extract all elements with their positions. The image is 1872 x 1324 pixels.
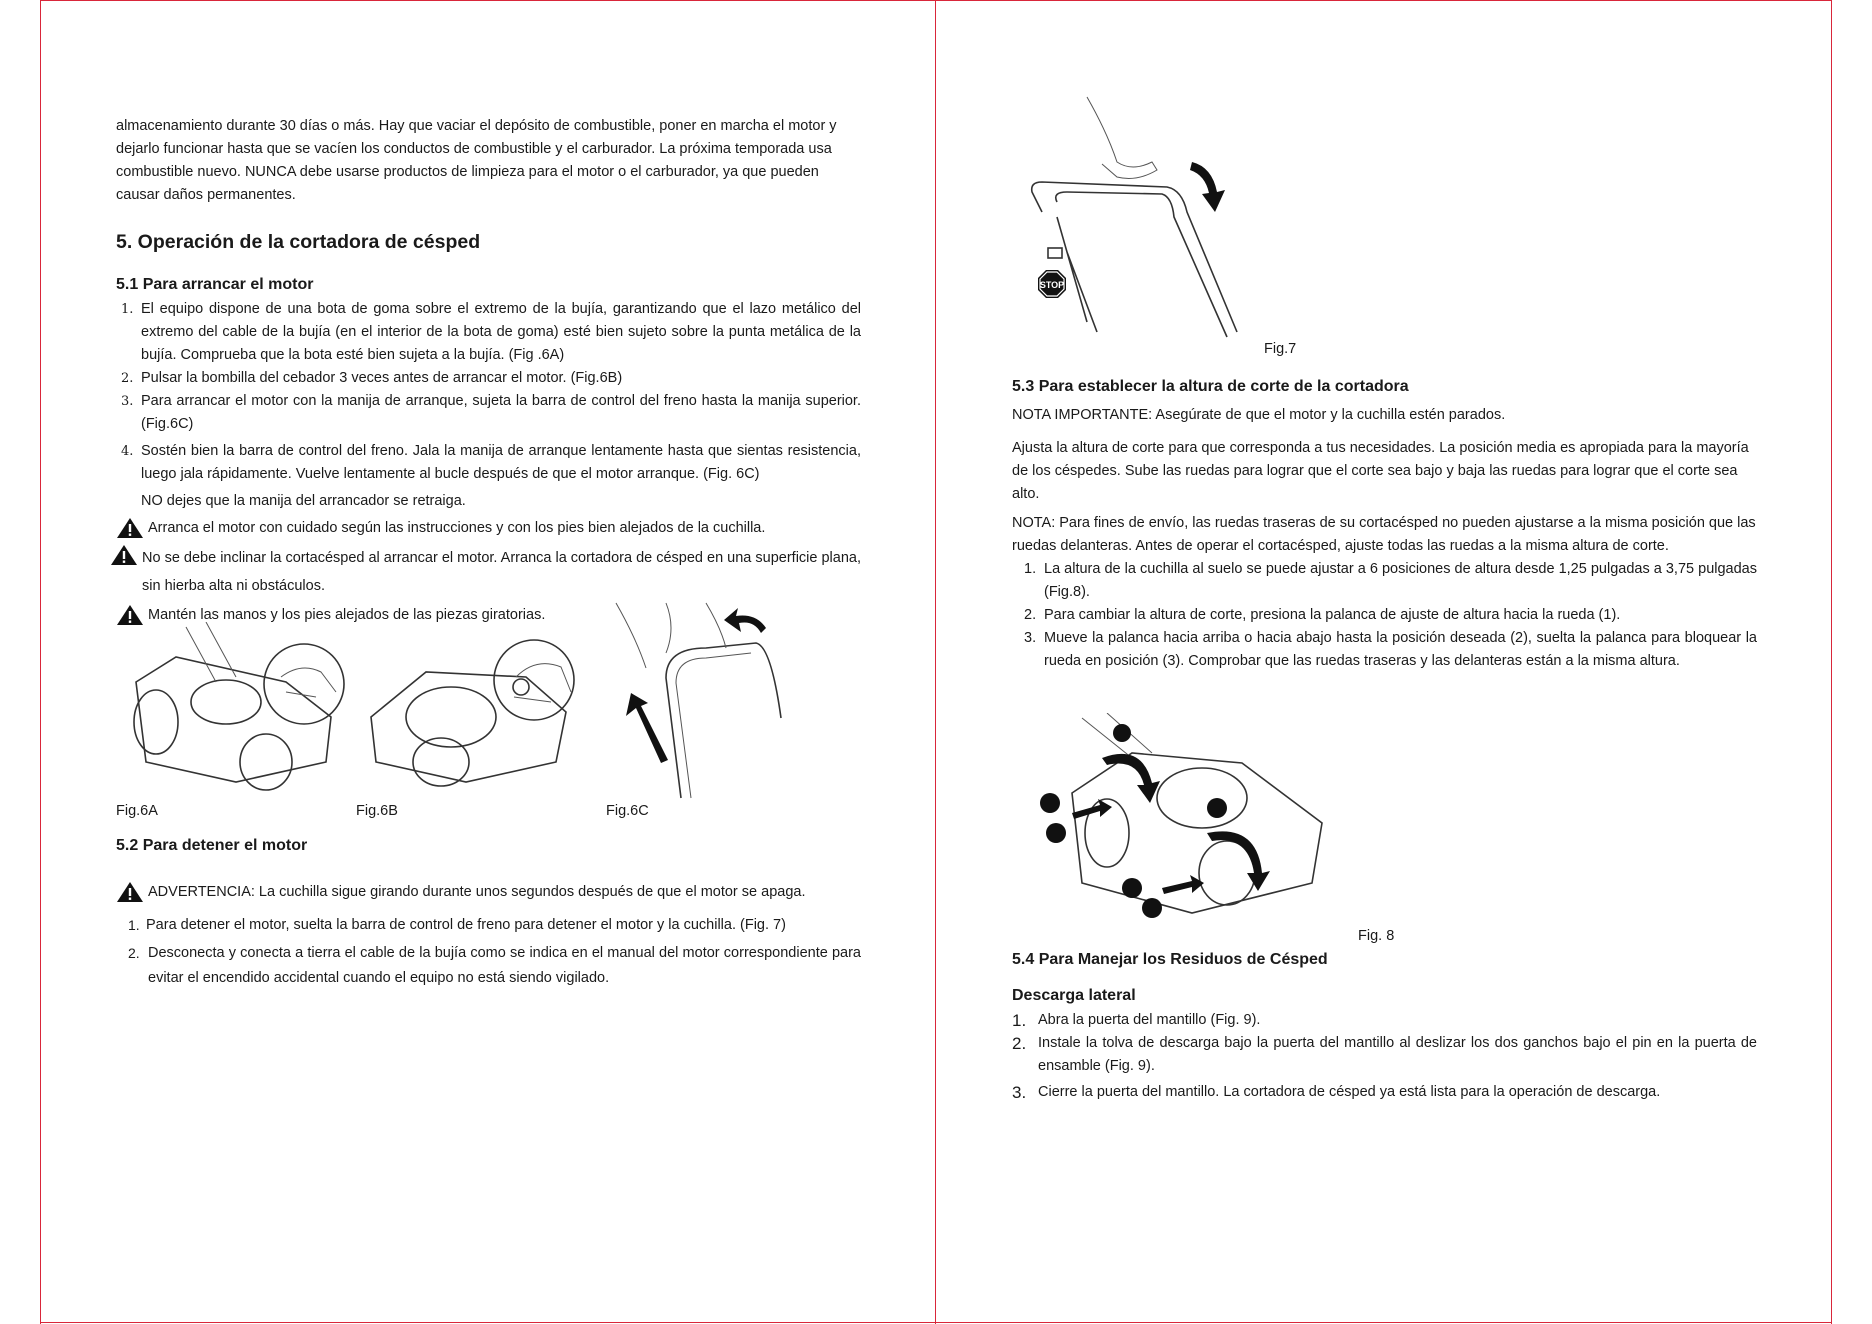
fig-6b-label: Fig.6B xyxy=(356,803,398,819)
list-item: 3. Cierre la puerta del mantillo. La cortadora de césped ya está lista para la operación de descarga. xyxy=(1012,1083,1661,1102)
list-item: 4. Sostén bien la barra de control del freno. Jala la manija de arranque lentamente hasta que sientas resistencia, luego jala rápidamente. Vuelve lentamente al bucle después de que el motor arranque. (Fig. 6C) xyxy=(121,443,861,482)
section-5-1-title: 5.1 Para arrancar el motor xyxy=(116,276,314,293)
list-item: 1. El equipo dispone de una bota de goma sobre el extremo de la bujía, garantizando que el lazo metálico del extremo del cable de la bujía (en el interior de la bota de goma) esté bien sujeto sobre la punta metálica de la bujía. Comprueba que la bota esté bien sujeta a la bujía. (Fig .6A) xyxy=(121,301,861,363)
list-item: 2. Para cambiar la altura de corte, presiona la palanca de ajuste de altura hacia la rueda (1). xyxy=(1024,607,1621,623)
intro-paragraph: almacenamiento durante 30 días o más. Hay que vaciar el depósito de combustible, poner en marcha el motor y dejarlo funcionar hasta que se vacíen los conductos de combustible y el carburador. La próxima temporada usa combustible nuevo. NUNCA debe usarse productos de limpieza para el motor o el carburador, ya que pueden causar daños permanentes. xyxy=(116,118,837,203)
wheel-height-adjust-illustration xyxy=(1012,713,1342,923)
mower-spark-plug-illustration xyxy=(116,622,346,792)
stop-steps-list xyxy=(116,914,861,991)
section-5-4-title: 5.4 Para Manejar los Residuos de Césped xyxy=(1012,951,1328,968)
shipping-note: NOTA: Para fines de envío, las ruedas traseras de su cortacésped no pueden ajustarse a la misma posición que las ruedas delanteras. Antes de operar el cortacésped, ajuste todas las ruedas a la misma altura de corte. xyxy=(1012,515,1756,554)
warning-icon xyxy=(110,544,138,566)
height-paragraph: Ajusta la altura de corte para que corresponda a tus necesidades. La posición media es apropiada para la mayoría de los céspedes. Sube las ruedas para lograr que el corte sea bajo y baja las ruedas para lograr que el corte sea alto. xyxy=(1012,440,1749,502)
height-steps-list xyxy=(1012,558,1757,673)
figure-7 xyxy=(1012,92,1757,357)
list-item: 1. Abra la puerta del mantillo (Fig. 9). xyxy=(1012,1011,1261,1030)
start-steps-list xyxy=(116,298,861,486)
warning-row: Arranca el motor con cuidado según las instrucciones y con los pies bien alejados de la cuchilla. xyxy=(116,517,861,540)
list-item: 2. Instale la tolva de descarga bajo la puerta del mantillo al deslizar los dos ganchos bajo el pin en la puerta de ensamble (Fig. 9). xyxy=(1012,1034,1757,1074)
warning-row: No se debe inclinar la cortacésped al arrancar el motor. Arranca la cortadora de césped en una superficie plana, sin hierba alta ni obstáculos. xyxy=(110,544,861,600)
list-item: 3. Mueve la palanca hacia arriba o hacia abajo hasta la posición deseada (2), suelta la palanca para bloquear la rueda en posición (3). Comprobar que las ruedas traseras y las delanteras están a la misma altura. xyxy=(1024,630,1757,669)
warning-icon xyxy=(116,517,144,539)
warning-row: ADVERTENCIA: La cuchilla sigue girando durante unos segundos después de que el motor se apaga. xyxy=(116,881,861,904)
figure-6c xyxy=(606,800,826,823)
warning-row: Mantén las manos y los pies alejados de las piezas giratorias. xyxy=(116,604,861,627)
figure-6b xyxy=(356,622,606,823)
list-item: 2. Desconecta y conecta a tierra el cable de la bujía como se indica en el manual del motor correspondiente para evitar el encendido accidental cuando el equipo no está siendo vigilado. xyxy=(128,945,861,986)
fig-8-label: Fig. 8 xyxy=(1358,928,1395,944)
fig-7-label: Fig.7 xyxy=(1264,341,1297,357)
stop-sign-text: STOP xyxy=(1039,280,1065,290)
list-item: 3. Para arrancar el motor con la manija de arranque, sujeta la barra de control del freno hasta la manija superior. (Fig.6C) xyxy=(121,393,861,432)
left-page xyxy=(116,115,861,991)
right-page-border xyxy=(1831,0,1832,1324)
list-item: 2. Pulsar la bombilla del cebador 3 veces antes de arrancar el motor. (Fig.6B) xyxy=(121,370,623,386)
section-5-3-title: 5.3 Para establecer la altura de corte de la cortadora xyxy=(1012,378,1409,395)
important-note: NOTA IMPORTANTE: Asegúrate de que el motor y la cuchilla estén parados. xyxy=(1012,407,1506,423)
page-gutter xyxy=(935,0,936,1324)
discharge-steps-list xyxy=(1012,1009,1757,1104)
starter-handle-illustration xyxy=(606,598,826,803)
figure-8 xyxy=(1012,713,1757,943)
side-discharge-subtitle: Descarga lateral xyxy=(1012,987,1136,1004)
figure-6a xyxy=(116,622,356,823)
left-page-border xyxy=(40,0,41,1324)
right-page xyxy=(1012,92,1757,1104)
retract-note: NO dejes que la manija del arrancador se retraiga. xyxy=(141,493,466,509)
figure-row-6 xyxy=(116,633,861,823)
list-item: 1. La altura de la cuchilla al suelo se puede ajustar a 6 posiciones de altura desde 1,25 pulgadas a 3,75 pulgadas (Fig.8). xyxy=(1024,561,1757,600)
mower-primer-illustration xyxy=(356,622,586,792)
fig-6a-label: Fig.6A xyxy=(116,803,158,819)
section-5-2-title: 5.2 Para detener el motor xyxy=(116,837,308,854)
list-item: 1. Para detener el motor, suelta la barra de control de freno para detener el motor y la cuchilla. (Fig. 7) xyxy=(128,917,786,933)
section-5-title: 5. Operación de la cortadora de césped xyxy=(116,231,481,253)
fig-6c-label: Fig.6C xyxy=(606,803,649,819)
warning-icon xyxy=(116,881,144,903)
release-brake-bar-illustration xyxy=(1012,92,1282,342)
